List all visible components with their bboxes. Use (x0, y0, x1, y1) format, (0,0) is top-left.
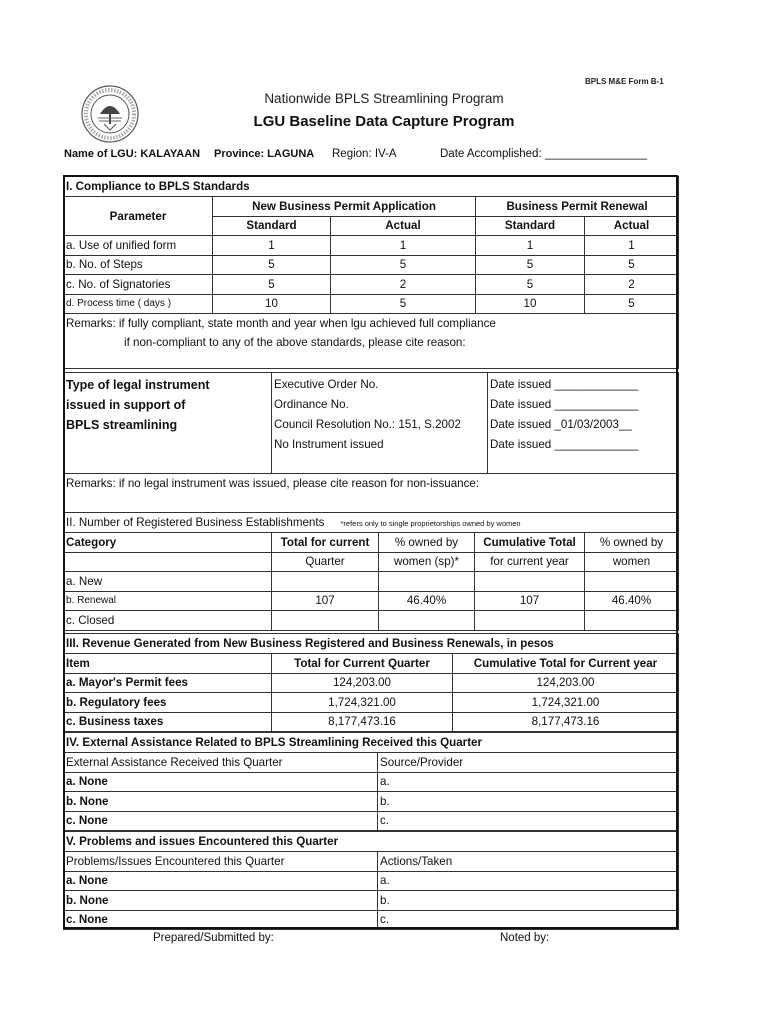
cell[interactable] (272, 572, 379, 592)
column-header: External Assistance Received this Quarter (64, 753, 378, 773)
date-issued-field[interactable]: Date issued _01/03/2003__ (490, 418, 632, 431)
table-row (64, 255, 679, 275)
column-header: % owned by (585, 533, 679, 553)
cell[interactable]: a. None (64, 871, 378, 891)
standard-header: Standard (213, 216, 331, 236)
column-header: women (sp)* (379, 552, 475, 572)
table-row (64, 910, 679, 930)
program-name: Nationwide BPLS Streamlining Program (264, 91, 504, 106)
actual-header: Actual (585, 216, 679, 236)
section-title: I. Compliance to BPLS Standards (64, 177, 679, 197)
row-label: a. New (64, 572, 272, 592)
column-header: Category (64, 533, 272, 553)
cell[interactable]: 46.40% (585, 591, 679, 611)
row-label: c. Business taxes (64, 712, 272, 732)
cell[interactable]: b. (378, 792, 679, 812)
date-issued-field[interactable]: Date issued _____________ (490, 438, 639, 451)
cell[interactable] (475, 572, 585, 592)
cell[interactable]: 2 (331, 275, 476, 295)
actual-header: Actual (331, 216, 476, 236)
table-row (64, 236, 679, 256)
cell[interactable]: c. None (64, 910, 378, 930)
business-establishments-table (63, 512, 679, 631)
compliance-remarks[interactable] (64, 314, 679, 369)
page-title: LGU Baseline Data Capture Program (253, 113, 515, 130)
column-header: Source/Provider (378, 753, 679, 773)
table-row (64, 772, 679, 792)
row-label: b. No. of Steps (64, 255, 213, 275)
cell[interactable]: 8,177,473.16 (453, 712, 679, 732)
column-header: Total for Current Quarter (272, 654, 453, 674)
legal-instrument-table (63, 372, 679, 513)
cell[interactable]: 1,724,321.00 (453, 693, 679, 713)
remarks-line-1: Remarks: if fully compliant, state month and year when lgu achieved full compliance (66, 317, 496, 330)
label-line: issued in support of (66, 398, 186, 412)
date-accomplished[interactable]: Date Accomplished: ________________ (440, 148, 648, 160)
column-header (64, 552, 272, 572)
table-row (64, 871, 679, 891)
row-label: d. Process time ( days ) (64, 294, 213, 314)
cell[interactable]: 124,203.00 (453, 673, 679, 693)
council-resolution-field[interactable]: Council Resolution No.: 151, S.2002 (274, 418, 461, 431)
external-assistance-table (63, 732, 679, 831)
section-title-text: II. Number of Registered Business Establishments (66, 515, 325, 529)
cell[interactable]: 1 (331, 236, 476, 256)
cell[interactable]: 46.40% (379, 591, 475, 611)
cell[interactable]: 1 (213, 236, 331, 256)
column-header: Item (64, 654, 272, 674)
table-row (64, 572, 679, 592)
prepared-by-label: Prepared/Submitted by: (153, 932, 274, 944)
cell[interactable]: 8,177,473.16 (272, 712, 453, 732)
revenue-table (63, 633, 679, 732)
renewal-header: Business Permit Renewal (476, 197, 679, 217)
lgu-name: Name of LGU: KALAYAAN (64, 148, 201, 160)
cell[interactable]: 5 (331, 255, 476, 275)
legal-instrument-label (64, 373, 272, 474)
province: Province: LAGUNA (214, 148, 315, 160)
column-header: Total for current (272, 533, 379, 553)
cell[interactable]: 5 (213, 275, 331, 295)
cell[interactable]: 5 (476, 275, 585, 295)
section-title (64, 513, 679, 533)
date-issued-field[interactable]: Date issued _____________ (490, 398, 639, 411)
cell[interactable]: 1,724,321.00 (272, 693, 453, 713)
ordinance-field[interactable]: Ordinance No. (274, 398, 349, 411)
column-header: for current year (475, 552, 585, 572)
cell[interactable]: 124,203.00 (272, 673, 453, 693)
table-row (64, 673, 679, 693)
cell[interactable] (585, 611, 679, 631)
cell[interactable] (379, 611, 475, 631)
footnote: *refers only to single proprietorships owned by women (340, 518, 521, 528)
column-header: Cumulative Total for Current year (453, 654, 679, 674)
no-instrument-field[interactable]: No Instrument issued (274, 438, 384, 451)
date-issued-list (488, 373, 679, 474)
cell[interactable]: a. (378, 871, 679, 891)
table-row (64, 792, 679, 812)
cell[interactable] (475, 611, 585, 631)
table-row (64, 275, 679, 295)
section-title: IV. External Assistance Related to BPLS Streamlining Received this Quarter (64, 733, 679, 753)
cell[interactable]: 5 (476, 255, 585, 275)
cell[interactable]: 1 (585, 236, 679, 256)
column-header: Quarter (272, 552, 379, 572)
column-header: Cumulative Total (475, 533, 585, 553)
cell[interactable]: 5 (585, 294, 679, 314)
column-header: women (585, 552, 679, 572)
table-row (64, 591, 679, 611)
cell[interactable]: 10 (213, 294, 331, 314)
region: Region: IV-A (332, 148, 397, 160)
cell[interactable]: 5 (213, 255, 331, 275)
table-row (64, 294, 679, 314)
table-row (64, 811, 679, 831)
cell[interactable] (379, 572, 475, 592)
row-label: b. Regulatory fees (64, 693, 272, 713)
remarks-line-2: if non-compliant to any of the above standards, please cite reason: (124, 336, 466, 349)
noted-by-label: Noted by: (500, 932, 550, 944)
cell[interactable]: a. (378, 772, 679, 792)
column-header: Actions/Taken (378, 852, 679, 872)
table-row (64, 693, 679, 713)
label-line: BPLS streamlining (66, 418, 178, 432)
section-title: III. Revenue Generated from New Business Registered and Business Renewals, in pesos (64, 634, 679, 654)
column-header: % owned by (379, 533, 475, 553)
section-title: V. Problems and issues Encountered this Quarter (64, 832, 679, 852)
cell[interactable]: 107 (272, 591, 379, 611)
problems-table (63, 831, 679, 930)
cell[interactable]: c. None (64, 811, 378, 831)
cell[interactable] (272, 611, 379, 631)
cell[interactable]: 1 (476, 236, 585, 256)
cell[interactable]: b. None (64, 792, 378, 812)
new-permit-header: New Business Permit Application (213, 197, 476, 217)
cell[interactable]: 5 (585, 255, 679, 275)
parameter-header: Parameter (64, 197, 213, 236)
legal-remarks[interactable]: Remarks: if no legal instrument was issued, please cite reason for non-issuance: (64, 474, 679, 513)
form-code: BPLS M&E Form B-1 (585, 77, 664, 86)
table-row (64, 712, 679, 732)
compliance-table (63, 176, 679, 369)
instrument-list (272, 373, 488, 474)
cell[interactable]: a. None (64, 772, 378, 792)
column-header: Problems/Issues Encountered this Quarter (64, 852, 378, 872)
cell[interactable]: c. (378, 910, 679, 930)
row-label: a. Use of unified form (64, 236, 213, 256)
row-label: c. Closed (64, 611, 272, 631)
cell[interactable]: 2 (585, 275, 679, 295)
cell[interactable]: c. (378, 811, 679, 831)
cell[interactable]: 107 (475, 591, 585, 611)
cell[interactable]: 10 (476, 294, 585, 314)
executive-order-field[interactable]: Executive Order No. (274, 378, 379, 391)
label-line: Type of legal instrument (66, 378, 210, 392)
cell[interactable]: b. (378, 891, 679, 911)
standard-header: Standard (476, 216, 585, 236)
row-label: b. Renewal (64, 591, 272, 611)
cell[interactable]: 5 (331, 294, 476, 314)
row-label: c. No. of Signatories (64, 275, 213, 295)
table-row (64, 611, 679, 631)
row-label: a. Mayor's Permit fees (64, 673, 272, 693)
date-issued-field[interactable]: Date issued _____________ (490, 378, 639, 391)
cell[interactable]: b. None (64, 891, 378, 911)
cell[interactable] (585, 572, 679, 592)
table-row (64, 891, 679, 911)
